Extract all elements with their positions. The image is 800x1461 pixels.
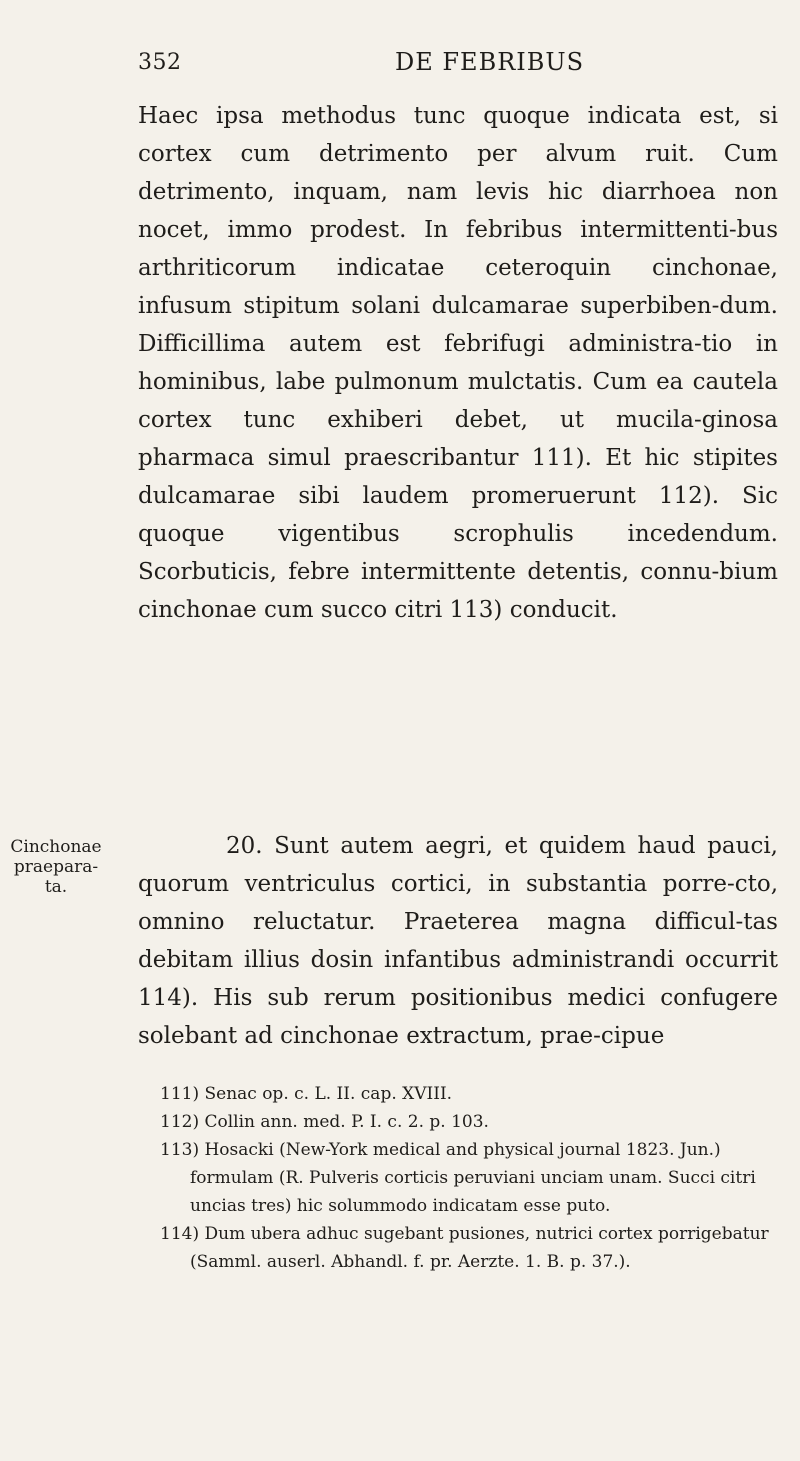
paragraph-2: 20. Sunt autem aegri, et quidem haud pauci, quorum ventriculus cortici, in substantia porre-cto, omnino reluctatur. Praeterea magna difficul-tas debitam illius dosin infantibus administrandi occurrit 114). His sub rerum positionibus medici confugere solebant ad cinchonae extractum, prae-cipue	[138, 833, 778, 1049]
footnote-111: 111) Senac op. c. L. II. cap. XVIII.	[160, 1084, 453, 1104]
footnote-114: 114) Dum ubera adhuc sugebant pusiones, nutrici cortex porrigebatur (Samml. auserl. Abhandl. f. pr. Aerzte. 1. B. p. 37.).	[160, 1224, 769, 1272]
page-number: 352	[138, 50, 182, 75]
footnote-113: 113) Hosacki (New-York medical and physical journal 1823. Jun.) formulam (R. Pulveris corticis peruviani unciam unam. Succi citri uncias tres) hic solummodo indicatam esse puto.	[160, 1140, 756, 1216]
footnotes	[160, 1080, 780, 1276]
margin-note: Cinchonae praepara-ta.	[10, 837, 102, 897]
paragraph-1: Haec ipsa methodus tunc quoque indicata est, si cortex cum detrimento per alvum ruit. Cum detrimento, inquam, nam levis hic diarrhoea non nocet, immo prodest. In febribus intermittenti-bus arthriticorum indicatae ceteroquin cinchonae, infusum stipitum solani dulcamarae superbiben-dum. Difficillima autem est febrifugi administra-tio in hominibus, labe pulmonum mulctatis. Cum ea cautela cortex tunc exhiberi debet, ut mucila-ginosa pharmaca simul praescribantur 111). Et hic stipites dulcamarae sibi laudem promeruerunt 112). Sic quoque vigentibus scrophulis incedendum. Scorbuticis, febre intermittente detentis, connu-bium cinchonae cum succo citri 113) conducit.	[138, 103, 778, 623]
page-header	[0, 48, 800, 78]
footnote-112: 112) Collin ann. med. P. I. c. 2. p. 103.	[160, 1112, 489, 1132]
running-title: DE FEBRIBUS	[395, 48, 585, 76]
